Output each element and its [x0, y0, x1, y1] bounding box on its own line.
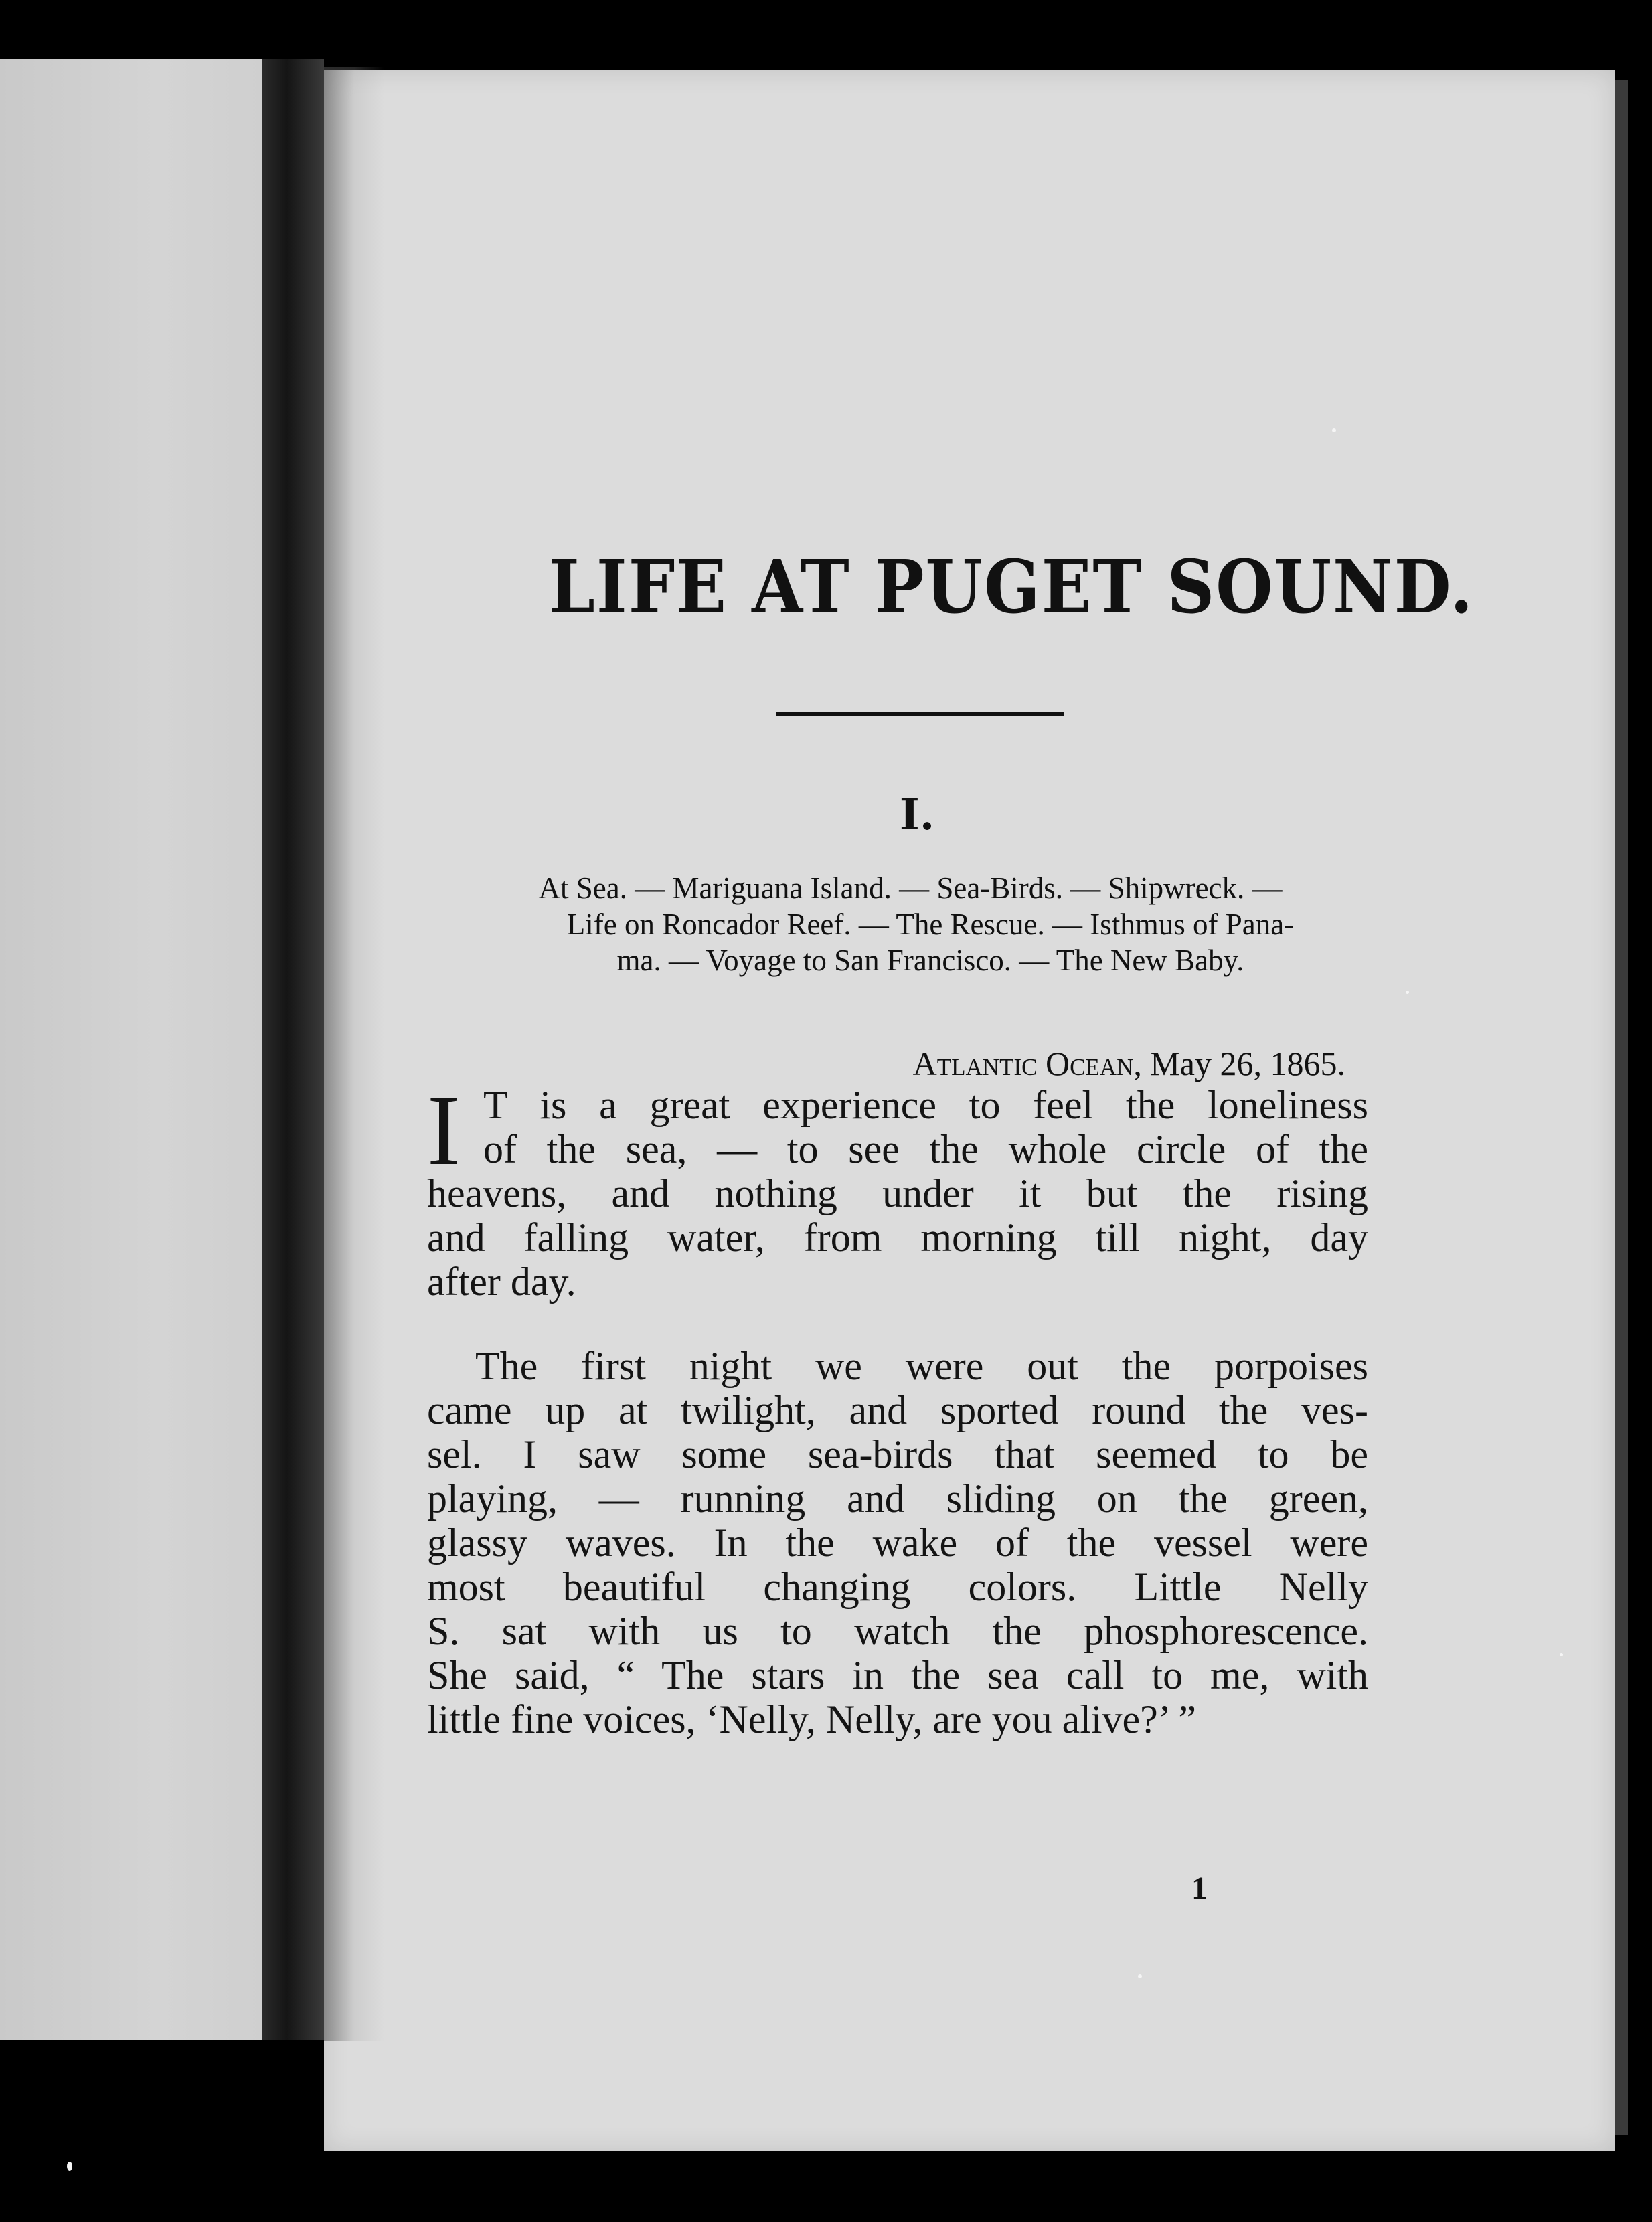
dust-speck [1332, 428, 1336, 432]
text-line: sel. I saw some sea-birds that seemed to be [427, 1432, 1368, 1476]
text-line: most beautiful changing colors. Little Nelly [427, 1565, 1368, 1609]
synopsis-line: Life on Roncador Reef. — The Rescue. — Isthmus of Pana- [566, 908, 1295, 941]
paragraph [427, 1075, 1368, 1304]
page-edge [1615, 80, 1628, 2135]
text-line: of the sea, — to see the whole circle of the [483, 1127, 1368, 1171]
text-line: She said, “ The stars in the sea call to me, with [427, 1653, 1368, 1697]
chapter-synopsis [442, 870, 1379, 978]
title-rule [776, 712, 1064, 716]
dust-speck [1138, 1974, 1142, 1978]
dust-speck [67, 2162, 72, 2171]
book-gutter [262, 59, 324, 2040]
text-line: glassy waves. In the wake of the vessel were [427, 1521, 1368, 1565]
text-line: T is a great experience to feel the loneliness [483, 1083, 1368, 1127]
dust-speck [1560, 1653, 1563, 1656]
book-title: LIFE AT PUGET SOUND. [549, 544, 1475, 630]
text-line: and falling water, from morning till night, day [427, 1215, 1368, 1260]
dateline-place: Atlantic Ocean, [912, 1045, 1142, 1082]
paragraph [427, 1344, 1368, 1741]
chapter-number: I. [899, 790, 935, 840]
dust-speck [1406, 991, 1409, 994]
dateline [830, 1044, 1345, 1083]
text-line: came up at twilight, and sported round the ves- [427, 1388, 1368, 1432]
text-line: heavens, and nothing under it but the rising [427, 1171, 1368, 1215]
synopsis-line: At Sea. — Mariguana Island. — Sea-Birds. — Shipwreck. — [538, 871, 1283, 905]
text-line: playing, — running and sliding on the green, [427, 1476, 1368, 1521]
drop-cap: I [427, 1075, 461, 1186]
facing-page [0, 59, 262, 2040]
page-number: 1 [1191, 1871, 1208, 1906]
text-line: little fine voices, ‘Nelly, Nelly, are you alive?’ ” [427, 1697, 1196, 1741]
synopsis-line: ma. — Voyage to San Francisco. — The New Baby. [616, 944, 1244, 977]
gutter-shadow [324, 67, 384, 2041]
text-line: The first night we were out the porpoises [475, 1344, 1368, 1388]
dateline-date: May 26, 1865. [1150, 1045, 1345, 1082]
text-line: S. sat with us to watch the phosphorescence. [427, 1609, 1368, 1653]
text-line: after day. [427, 1260, 576, 1304]
